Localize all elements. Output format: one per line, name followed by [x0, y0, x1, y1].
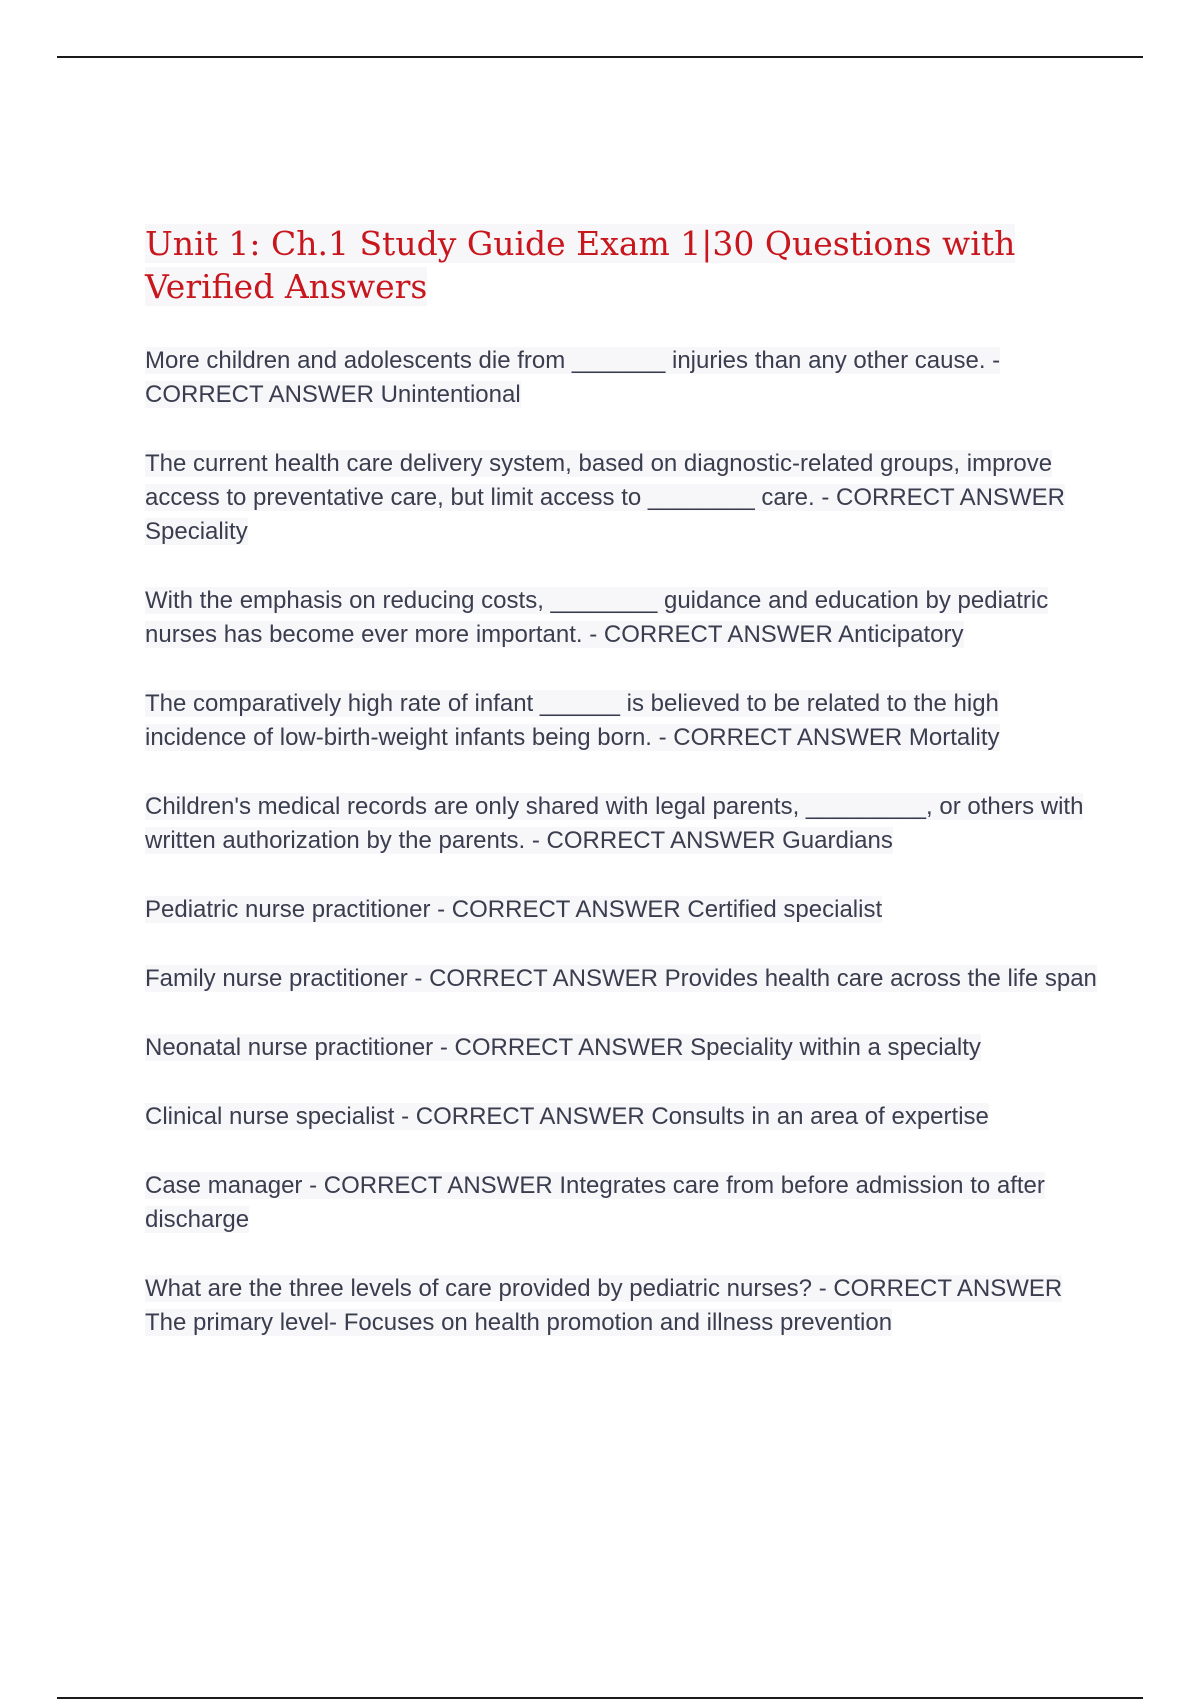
qa-item: More children and adolescents die from _______ injuries than any other cause. - CORRECT ANSWER Unintentional: [145, 347, 1001, 408]
document-body: [145, 222, 1100, 1375]
qa-item: Clinical nurse specialist - CORRECT ANSWER Consults in an area of expertise: [145, 1103, 989, 1130]
qa-item: Case manager - CORRECT ANSWER Integrates care from before admission to after discharge: [145, 1172, 1045, 1233]
qa-item: Neonatal nurse practitioner - CORRECT ANSWER Speciality within a specialty: [145, 1034, 981, 1061]
qa-item: What are the three levels of care provided by pediatric nurses? - CORRECT ANSWER The primary level- Focuses on health promotion and illness prevention: [145, 1275, 1063, 1336]
bottom-rule: [57, 1697, 1143, 1699]
top-rule: [57, 56, 1143, 58]
qa-item: Children's medical records are only shared with legal parents, _________, or others with written authorization by the parents. - CORRECT ANSWER Guardians: [145, 793, 1084, 854]
qa-item: Family nurse practitioner - CORRECT ANSWER Provides health care across the life span: [145, 965, 1097, 992]
qa-item: The current health care delivery system, based on diagnostic-related groups, improve access to preventative care, but limit access to ________ care. - CORRECT ANSWER Speciality: [145, 450, 1065, 545]
document-title: Unit 1: Ch.1 Study Guide Exam 1|30 Questions with Verified Answers: [145, 224, 1016, 306]
qa-item: Pediatric nurse practitioner - CORRECT ANSWER Certified specialist: [145, 896, 883, 923]
qa-item: The comparatively high rate of infant ______ is believed to be related to the high incidence of low-birth-weight infants being born. - CORRECT ANSWER Mortality: [145, 690, 1000, 751]
qa-item: With the emphasis on reducing costs, ________ guidance and education by pediatric nurses has become ever more important. - CORRECT ANSWER Anticipatory: [145, 587, 1049, 648]
